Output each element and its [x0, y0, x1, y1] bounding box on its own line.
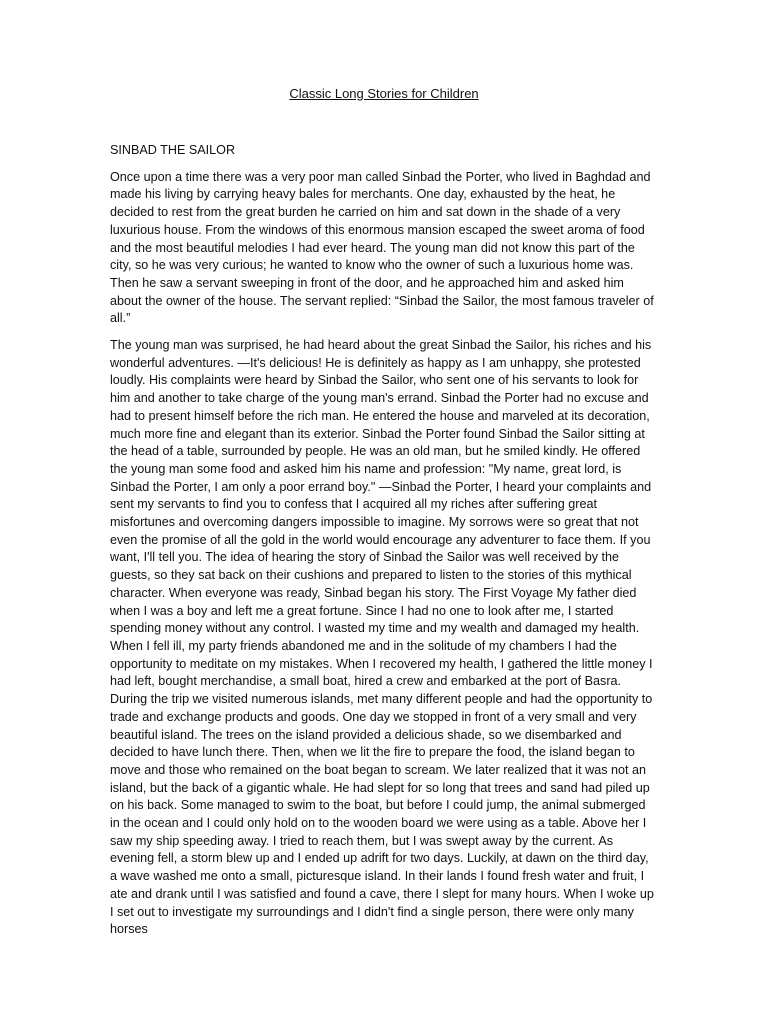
story-heading: SINBAD THE SAILOR [110, 143, 236, 157]
paragraph-story: The young man was surprised, he had heard about the great Sinbad the Sailor, his riches and his wonderful adventures. —It's delicious! He is definitely as happy as I am unhappy, she protested loudly. His complaints were heard by Sinbad the Sailor, who sent one of his servants to look for him and another to take charge of the young man's errand. Sinbad the Porter had no excuse and had to present himself before the rich man. He entered the house and marveled at its decoration, much more fine and elegant than its exterior. Sinbad the Porter found Sinbad the Sailor sitting at the head of a table, surrounded by people. He was an old man, but he smiled kindly. He offered the young man some food and asked him his name and profession: "My name, great lord, is Sinbad the Porter, I am only a poor errand boy." —Sinbad the Porter, I heard your complaints and sent my servants to find you to confess that I acquired all my riches after suffering great misfortunes and overcoming dangers impossible to imagine. My sorrows were so great that not even the promise of all the gold in the world would encourage any adventurer to face them. If you want, I'll tell you. The idea of hearing the story of Sinbad the Sailor was well received by the guests, so they sat back on their cushions and prepared to listen to the stories of this mythical character. When everyone was ready, Sinbad began his story. The First Voyage My father died when I was a boy and left me a great fortune. Since I had no one to look after me, I started spending money without any control. I wasted my time and my wealth and damaged my health. When I fell ill, my party friends abandoned me and in the solitude of my chambers I had the opportunity to meditate on my mistakes. When I recovered my health, I gathered the little money I had left, bought merchandise, a small boat, hired a crew and embarked at the port of Basra. During the trip we visited numerous islands, met many different people and had the opportunity to trade and exchange products and goods. One day we stopped in front of a very small and very beautiful island. The trees on the island provided a delicious shade, so we disembarked and decided to have lunch there. Then, when we lit the fire to prepare the food, the island began to move and those who remained on the boat began to scream. We later realized that it was not an island, but the back of a gigantic whale. He had slept for so long that trees and sand had piled up on his back. Some managed to swim to the boat, but before I could jump, the animal submerged in the ocean and I could only hold on to the wooden board we were using as a table. Above her I saw my ship speeding away. I tried to reach them, but I was swept away by the current. As evening fell, a storm blew up and I ended up adrift for two days. Luckily, at dawn on the third day, a wave washed me onto a small, picturesque island. In their lands I found fresh water and fruit, I ate and drank until I was satisfied and found a cave, there I slept for many hours. When I woke up I set out to investigate my surroundings and I didn't find a single person, there were only many horses [110, 338, 654, 937]
document-title: Classic Long Stories for Children [289, 86, 479, 101]
document-body [110, 142, 658, 948]
paragraph-intro: Once upon a time there was a very poor man called Sinbad the Porter, who lived in Baghdad and made his living by carrying heavy bales for merchants. One day, exhausted by the heat, he decided to rest from the great burden he carried on him and sat down in the shade of a very luxurious house. From the windows of this enormous mansion escaped the sweet aroma of food and the most beautiful melodies I had ever heard. The young man did not know this part of the city, so he was very curious; he wanted to know who the owner of such a luxurious home was. Then he saw a servant sweeping in front of the door, and he approached him and asked him about the owner of the house. The servant replied: “Sinbad the Sailor, the most famous traveler of all.” [110, 169, 654, 326]
